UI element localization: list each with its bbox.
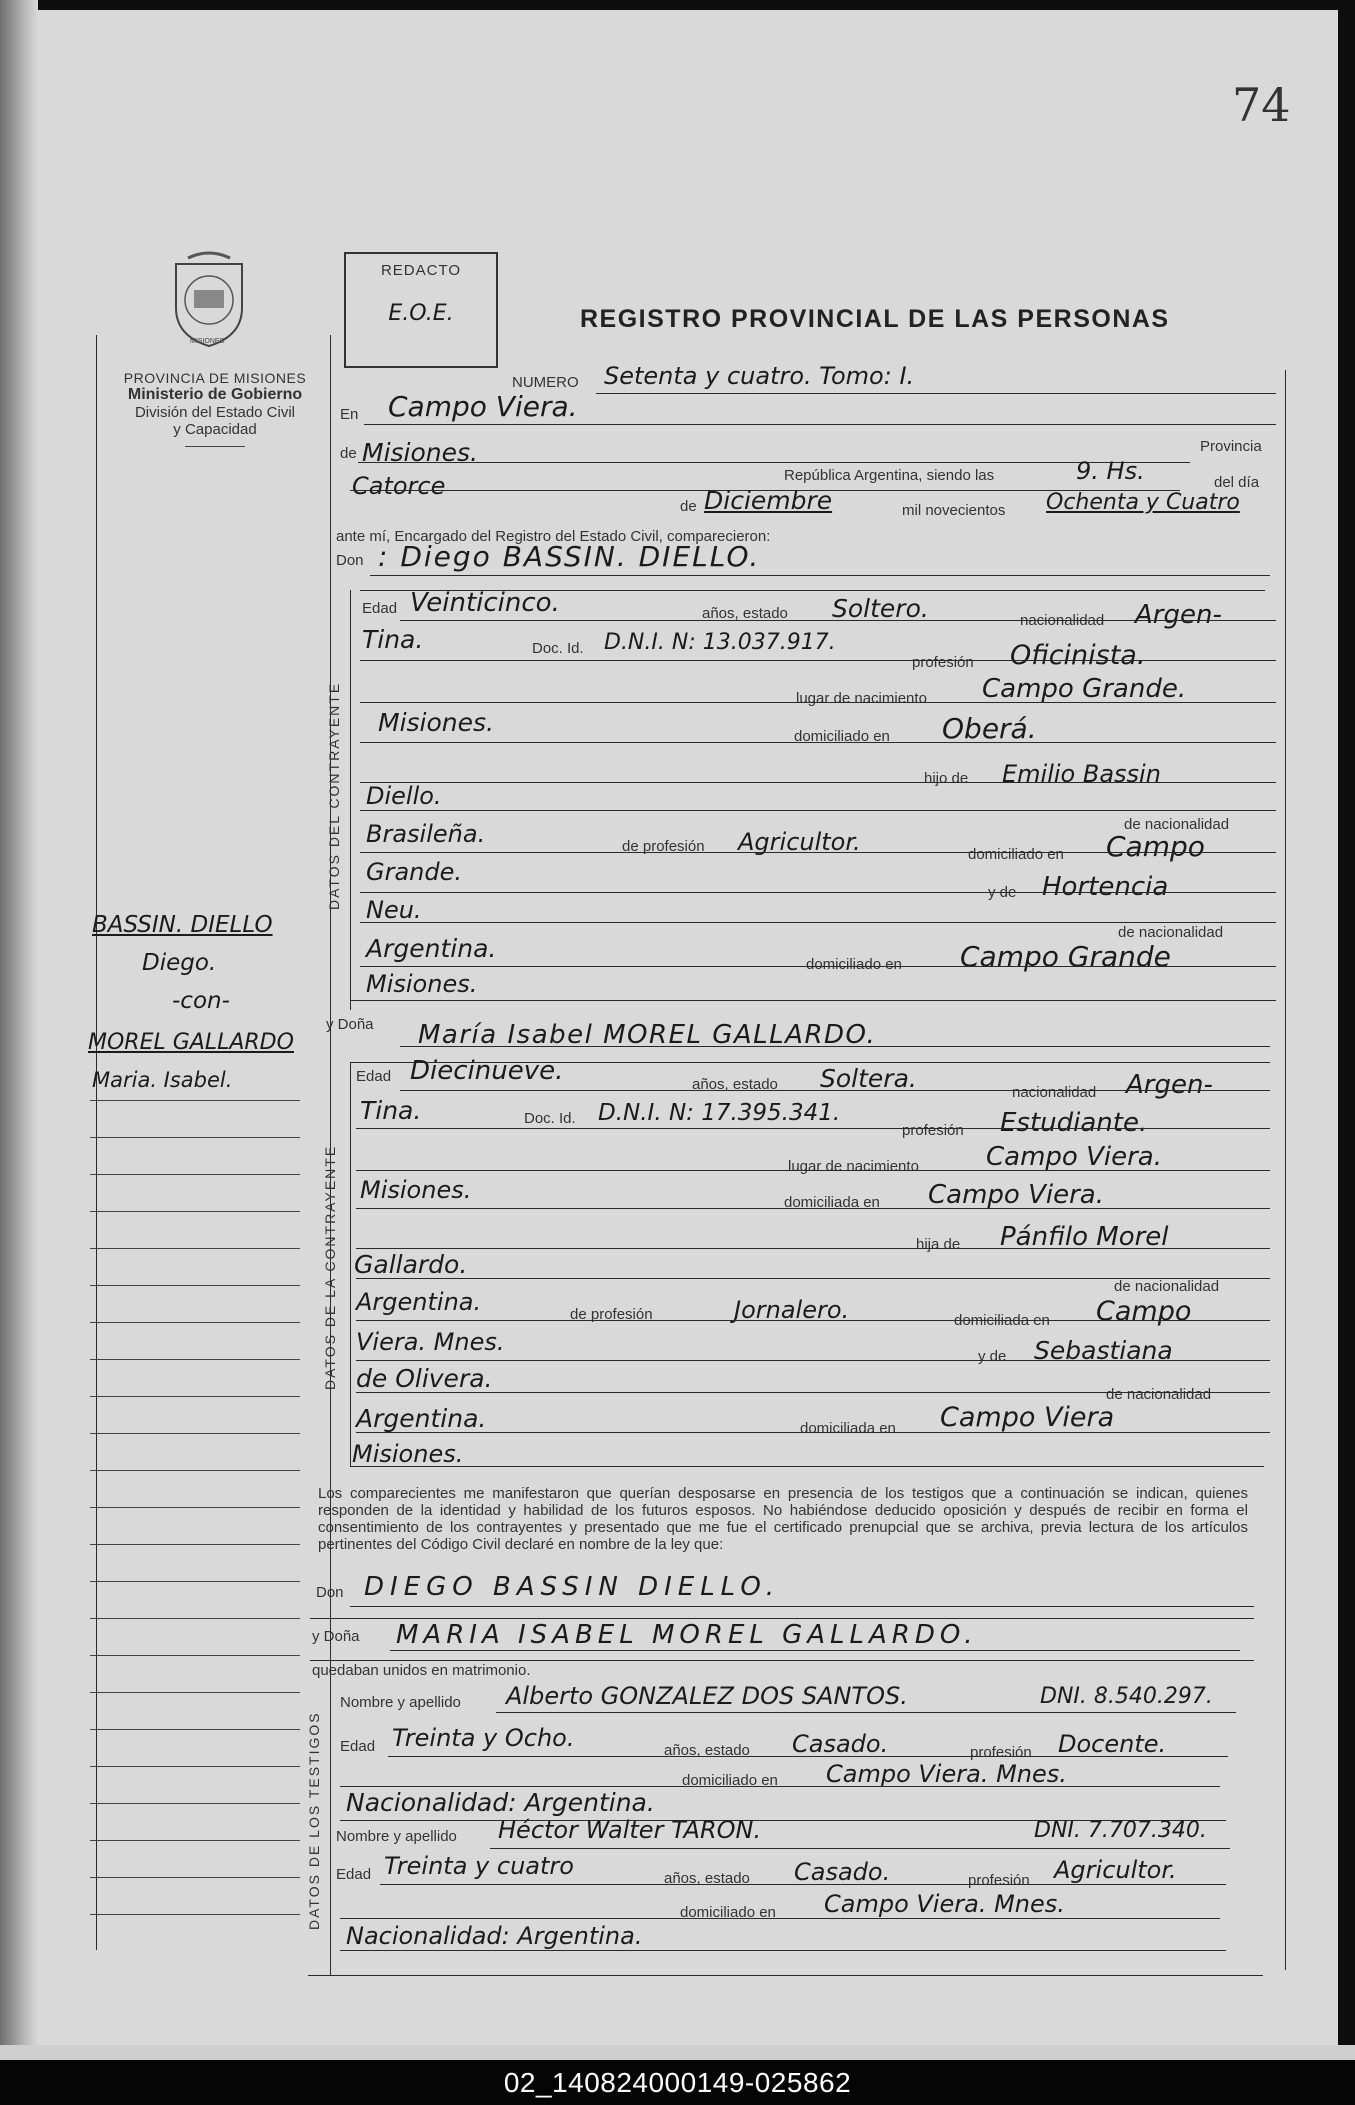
- seal-caption: MISIONES: [190, 338, 225, 345]
- label-bride-padre-dom: domiciliada en: [954, 1312, 1050, 1329]
- redacto-box: [344, 252, 498, 368]
- value-bride-padre-prof: Jornalero.: [734, 1296, 850, 1324]
- value-groom-doc: D.N.I. N: 13.037.917.: [604, 630, 836, 655]
- value-bride-madre-1: Sebastiana: [1034, 1336, 1173, 1365]
- line-bride-madre-2: [356, 1392, 1270, 1393]
- org-block: [100, 370, 330, 447]
- label-decl-y-dona: y Doña: [312, 1628, 360, 1645]
- label-de-mes: de: [680, 498, 697, 515]
- line-groom-padre: [360, 810, 1276, 811]
- line-bride-madre-nac: [356, 1432, 1270, 1433]
- line-groom-padre-prof: [360, 852, 1276, 853]
- value-dia: Catorce: [352, 472, 446, 500]
- line-w2-edad: [380, 1884, 1226, 1885]
- label-w2-domicilio: domiciliado en: [680, 1904, 776, 1921]
- line-bride-domicilio: [356, 1208, 1270, 1209]
- label-numero: NUMERO: [512, 374, 579, 391]
- org-division: División del Estado Civil: [134, 404, 296, 421]
- book-spine: [0, 0, 38, 2060]
- line-w2-nombre: [490, 1848, 1230, 1849]
- line-groom-madre: [360, 892, 1276, 893]
- label-bride-domicilio: domiciliada en: [784, 1194, 880, 1211]
- value-w1-estado: Casado.: [792, 1730, 889, 1758]
- value-bride-madre-2: de Olivera.: [356, 1364, 493, 1393]
- value-bride-padre-nac: Argentina.: [356, 1288, 482, 1316]
- margin-ruled-line: [90, 1507, 300, 1508]
- value-bride-padre-1: Pánfilo Morel: [1000, 1222, 1169, 1252]
- declaration-paragraph: Los comparecientes me manifestaron que querían desposarse en presencia de los testigos que a continuación se indican, quienes responden de la identidad y habilidad de los futuros esposos. No habiéndose deducido oposición y después de recibir en forma el consentimiento de los contrayentes y presentado que me fue el certificado prenupcial que se archiva, previa lectura de los artículos pertinentes del Código Civil declaré en nombre de la ley que:: [318, 1485, 1248, 1553]
- value-groom-madre-dom-1: Campo Grande: [960, 940, 1171, 973]
- redacto-label: REDACTO: [380, 262, 462, 279]
- value-w1-domicilio: Campo Viera. Mnes.: [826, 1760, 1067, 1788]
- line-bride-nombre: [400, 1046, 1270, 1047]
- value-w1-edad: Treinta y Ocho.: [392, 1724, 575, 1752]
- margin-note-groom-surname: BASSIN. DIELLO: [92, 912, 273, 938]
- label-del-dia: del día: [1214, 474, 1260, 491]
- label-w1-anos: años, estado: [664, 1742, 750, 1759]
- label-w1-edad: Edad: [340, 1738, 376, 1755]
- line-decl-dona: [390, 1650, 1240, 1651]
- value-w1-nombre: Alberto GONZALEZ DOS SANTOS.: [506, 1682, 908, 1710]
- value-en: Campo Viera.: [388, 390, 578, 423]
- value-groom-estado: Soltero.: [832, 594, 929, 623]
- line-groom-edad: [400, 620, 1276, 621]
- value-w2-edad: Treinta y cuatro: [384, 1852, 574, 1880]
- margin-ruled-line: [90, 1396, 300, 1397]
- label-w1-domicilio: domiciliado en: [682, 1772, 778, 1789]
- label-bride-padre-nac: de nacionalidad: [1114, 1278, 1220, 1295]
- value-groom-edad: Veinticinco.: [410, 588, 560, 618]
- value-provincia: Misiones.: [362, 438, 478, 467]
- line-groom-hijo: [360, 782, 1276, 783]
- value-bride-lugar: Campo Viera.: [986, 1142, 1162, 1172]
- label-w2-anos: años, estado: [664, 1870, 750, 1887]
- margin-ruled-line: [90, 1174, 300, 1175]
- margin-ruled-line: [90, 1766, 300, 1767]
- org-province: PROVINCIA DE MISIONES: [123, 370, 307, 386]
- value-bride-nac-2: Tina.: [360, 1096, 422, 1125]
- line-don: [370, 575, 1270, 576]
- value-bride-lugar-2: Misiones.: [360, 1176, 472, 1204]
- line-w2-nac: [340, 1950, 1226, 1951]
- page-number: 74: [1232, 78, 1291, 132]
- value-mes: Diciembre: [704, 486, 833, 515]
- line-de: [358, 462, 1190, 463]
- line-bride-edad: [400, 1090, 1270, 1091]
- label-groom-y-de: y de: [988, 884, 1017, 901]
- margin-ruled-line: [90, 1803, 300, 1804]
- value-bride-estado: Soltera.: [820, 1064, 917, 1093]
- value-w2-estado: Casado.: [794, 1858, 891, 1886]
- label-ante-mi: ante mí, Encargado del Registro del Estado Civil, comparecieron:: [336, 528, 771, 545]
- label-en: En: [340, 406, 359, 423]
- page-bottom-edge: [0, 2045, 1355, 2060]
- value-groom-domicilio: Oberá.: [942, 712, 1037, 745]
- value-groom-madre-1: Hortencia: [1042, 872, 1169, 902]
- value-groom-lugar-2: Misiones.: [378, 708, 494, 737]
- value-w2-domicilio: Campo Viera. Mnes.: [824, 1890, 1065, 1918]
- line-en: [364, 424, 1276, 425]
- value-groom-profesion: Oficinista.: [1010, 640, 1146, 671]
- label-bride-anos: años, estado: [692, 1076, 778, 1093]
- groom-section-rule: [350, 590, 351, 1010]
- label-mil-novecientos: mil novecientos: [902, 502, 1006, 519]
- label-groom-de-profesion: de profesión: [622, 838, 705, 855]
- value-groom-padre-nac: Brasileña.: [366, 820, 486, 848]
- line-groom-domicilio: [360, 742, 1276, 743]
- value-don: : Diego BASSIN. DIELLO.: [378, 540, 761, 573]
- line-w1-nombre: [496, 1712, 1236, 1713]
- value-w2-profesion: Agricultor.: [1054, 1856, 1177, 1884]
- label-bride-y-de: y de: [978, 1348, 1007, 1365]
- label-groom-padre-dom: domiciliado en: [968, 846, 1064, 863]
- value-w1-profesion: Docente.: [1058, 1730, 1167, 1758]
- value-bride-nombre: María Isabel MOREL GALLARDO.: [418, 1020, 877, 1050]
- line-decl-don: [350, 1606, 1254, 1607]
- main-bottom-rule: [308, 1975, 1263, 1976]
- value-bride-padre-dom-2: Viera. Mnes.: [356, 1328, 505, 1356]
- line-numero: [596, 393, 1276, 394]
- value-groom-lugar: Campo Grande.: [982, 674, 1187, 704]
- label-groom-profesion: profesión: [912, 654, 974, 671]
- label-groom-lugar: lugar de nacimiento: [796, 690, 927, 707]
- value-w2-nacionalidad: Nacionalidad: Argentina.: [346, 1922, 643, 1950]
- line-decl-dona-2: [310, 1660, 1254, 1661]
- label-de: de: [340, 445, 357, 462]
- value-bride-nac-1: Argen-: [1126, 1070, 1213, 1100]
- line-bride-padre-prof: [356, 1320, 1270, 1321]
- value-bride-padre-dom-1: Campo: [1096, 1296, 1192, 1327]
- value-w2-dni: DNI. 7.707.340.: [1034, 1818, 1207, 1843]
- margin-note-con: -con-: [172, 988, 230, 1014]
- value-groom-madre-2: Neu.: [366, 896, 422, 924]
- label-bride-profesion: profesión: [902, 1122, 964, 1139]
- value-groom-nac-2: Tina.: [362, 625, 424, 654]
- org-divider: [185, 446, 245, 447]
- margin-ruled-line: [90, 1544, 300, 1545]
- document-title: REGISTRO PROVINCIAL DE LAS PERSONAS: [580, 305, 1170, 333]
- value-bride-padre-2: Gallardo.: [354, 1250, 468, 1279]
- margin-ruled-line: [90, 1100, 300, 1101]
- margin-ruled-line: [90, 1618, 300, 1619]
- label-groom-edad: Edad: [362, 600, 398, 617]
- label-bride-lugar: lugar de nacimiento: [788, 1158, 919, 1175]
- label-groom-anos: años, estado: [702, 605, 788, 622]
- label-w2-edad: Edad: [336, 1866, 372, 1883]
- value-bride-edad: Diecinueve.: [410, 1056, 564, 1086]
- label-bride-madre-dom: domiciliada en: [800, 1420, 896, 1437]
- line-bride-doc: [356, 1128, 1270, 1129]
- line-w1-domicilio: [340, 1786, 1220, 1787]
- value-w1-dni: DNI. 8.540.297.: [1040, 1684, 1213, 1709]
- label-bride-hija-de: hija de: [916, 1236, 961, 1253]
- label-groom-madre-dom: domiciliado en: [806, 956, 902, 973]
- label-groom-nacionalidad: nacionalidad: [1020, 612, 1105, 629]
- label-w1-nombre: Nombre y apellido: [340, 1694, 461, 1711]
- margin-note-groom-name: Diego.: [142, 950, 217, 976]
- margin-ruled-line: [90, 1581, 300, 1582]
- label-w2-nombre: Nombre y apellido: [336, 1828, 457, 1845]
- line-groom-lugar: [360, 702, 1276, 703]
- value-bride-madre-dom-1: Campo Viera: [940, 1402, 1115, 1433]
- main-right-rule: [1285, 370, 1286, 1970]
- margin-ruled-line: [90, 1248, 300, 1249]
- value-bride-doc: D.N.I. N: 17.395.341.: [598, 1100, 841, 1126]
- label-bride-doc: Doc. Id.: [524, 1110, 576, 1127]
- label-groom-doc: Doc. Id.: [532, 640, 584, 657]
- label-bride-madre-nac: de nacionalidad: [1106, 1386, 1212, 1403]
- value-decl-don: DIEGO BASSIN DIELLO.: [364, 1572, 781, 1602]
- line-bride-madre: [356, 1360, 1270, 1361]
- label-decl-don: Don: [316, 1584, 344, 1601]
- witness-section-rule: [330, 1680, 331, 1970]
- label-bride-de-profesion: de profesión: [570, 1306, 653, 1323]
- label-republica: República Argentina, siendo las: [784, 467, 995, 484]
- label-bride-edad: Edad: [356, 1068, 392, 1085]
- margin-ruled-line: [90, 1840, 300, 1841]
- value-groom-padre-1: Emilio Bassin: [1002, 760, 1161, 788]
- value-numero: Setenta y cuatro. Tomo: I.: [604, 362, 915, 390]
- margin-note-bride-name: Maria. Isabel.: [92, 1068, 233, 1092]
- value-bride-madre-dom-2: Misiones.: [352, 1440, 464, 1468]
- margin-ruled-line: [90, 1470, 300, 1471]
- value-horas: 9. Hs.: [1076, 457, 1145, 485]
- groom-side-label: DATOS DEL CONTRAYENTE: [326, 681, 342, 910]
- margin-vertical-rule: [96, 335, 97, 1950]
- value-groom-nac-1: Argen-: [1135, 600, 1222, 630]
- label-groom-madre-nac: de nacionalidad: [1118, 924, 1224, 941]
- margin-ruled-line: [90, 1692, 300, 1693]
- line-groom-madre-nac: [360, 966, 1276, 967]
- value-groom-padre-2: Diello.: [366, 782, 442, 810]
- line-w1-edad: [388, 1756, 1228, 1757]
- org-ministry: Ministerio de Gobierno: [127, 386, 303, 403]
- scan-id-footer: 02_140824000149-025862: [0, 2060, 1355, 2105]
- line-bride-end: [350, 1466, 1264, 1467]
- value-decl-dona: MARIA ISABEL MOREL GALLARDO.: [396, 1620, 978, 1650]
- line-groom-madre-2: [360, 922, 1276, 923]
- value-groom-padre-prof: Agricultor.: [738, 828, 861, 856]
- margin-ruled-line: [90, 1211, 300, 1212]
- margin-ruled-line: [90, 1914, 300, 1915]
- value-groom-padre-dom-1: Campo: [1106, 830, 1205, 863]
- margin-ruled-line: [90, 1137, 300, 1138]
- provincial-seal-icon: [168, 250, 250, 350]
- label-groom-domicilio: domiciliado en: [794, 728, 890, 745]
- line-bride-lugar: [356, 1170, 1270, 1171]
- margin-ruled-line: [90, 1655, 300, 1656]
- line-bride-hija: [356, 1248, 1270, 1249]
- value-groom-madre-dom-2: Misiones.: [366, 970, 478, 998]
- witness-side-label: DATOS DE LOS TESTIGOS: [306, 1711, 322, 1930]
- margin-ruled-line: [90, 1729, 300, 1730]
- label-don: Don: [336, 552, 364, 569]
- margin-ruled-line: [90, 1322, 300, 1323]
- value-bride-madre-nac: Argentina.: [356, 1404, 487, 1433]
- line-w2-domicilio: [340, 1918, 1220, 1919]
- margin-ruled-line: [90, 1877, 300, 1878]
- redacto-value: E.O.E.: [388, 301, 454, 326]
- value-bride-profesion: Estudiante.: [1000, 1108, 1148, 1138]
- label-w1-profesion: profesión: [970, 1744, 1032, 1761]
- value-w2-nombre: Héctor Walter TARON.: [498, 1816, 762, 1844]
- value-groom-madre-nac: Argentina.: [366, 934, 497, 963]
- value-anio: Ochenta y Cuatro: [1046, 490, 1240, 515]
- label-y-dona: y Doña: [326, 1016, 374, 1033]
- label-quedaban: quedaban unidos en matrimonio.: [312, 1662, 531, 1679]
- margin-ruled-line: [90, 1433, 300, 1434]
- line-bride-padre: [356, 1278, 1270, 1279]
- label-bride-nacionalidad: nacionalidad: [1012, 1084, 1097, 1101]
- margin-note-bride-surname: MOREL GALLARDO: [88, 1030, 294, 1055]
- margin-ruled-line: [90, 1359, 300, 1360]
- label-provincia: Provincia: [1200, 438, 1262, 455]
- org-capacity: y Capacidad: [173, 421, 257, 438]
- label-w2-profesion: profesión: [968, 1872, 1030, 1889]
- line-groom-doc: [360, 660, 1276, 661]
- value-w1-nacionalidad: Nacionalidad: Argentina.: [346, 1788, 655, 1817]
- bride-section-rule: [350, 1062, 351, 1467]
- line-decl-don-2: [310, 1618, 1254, 1619]
- value-groom-padre-dom-2: Grande.: [366, 858, 463, 886]
- label-groom-hijo-de: hijo de: [924, 770, 969, 787]
- value-bride-domicilio: Campo Viera.: [928, 1180, 1104, 1210]
- line-groom-end: [350, 1000, 1276, 1001]
- margin-ruled-line: [90, 1285, 300, 1286]
- bride-side-label: DATOS DE LA CONTRAYENTE: [322, 1144, 338, 1390]
- label-groom-padre-nac: de nacionalidad: [1124, 816, 1230, 833]
